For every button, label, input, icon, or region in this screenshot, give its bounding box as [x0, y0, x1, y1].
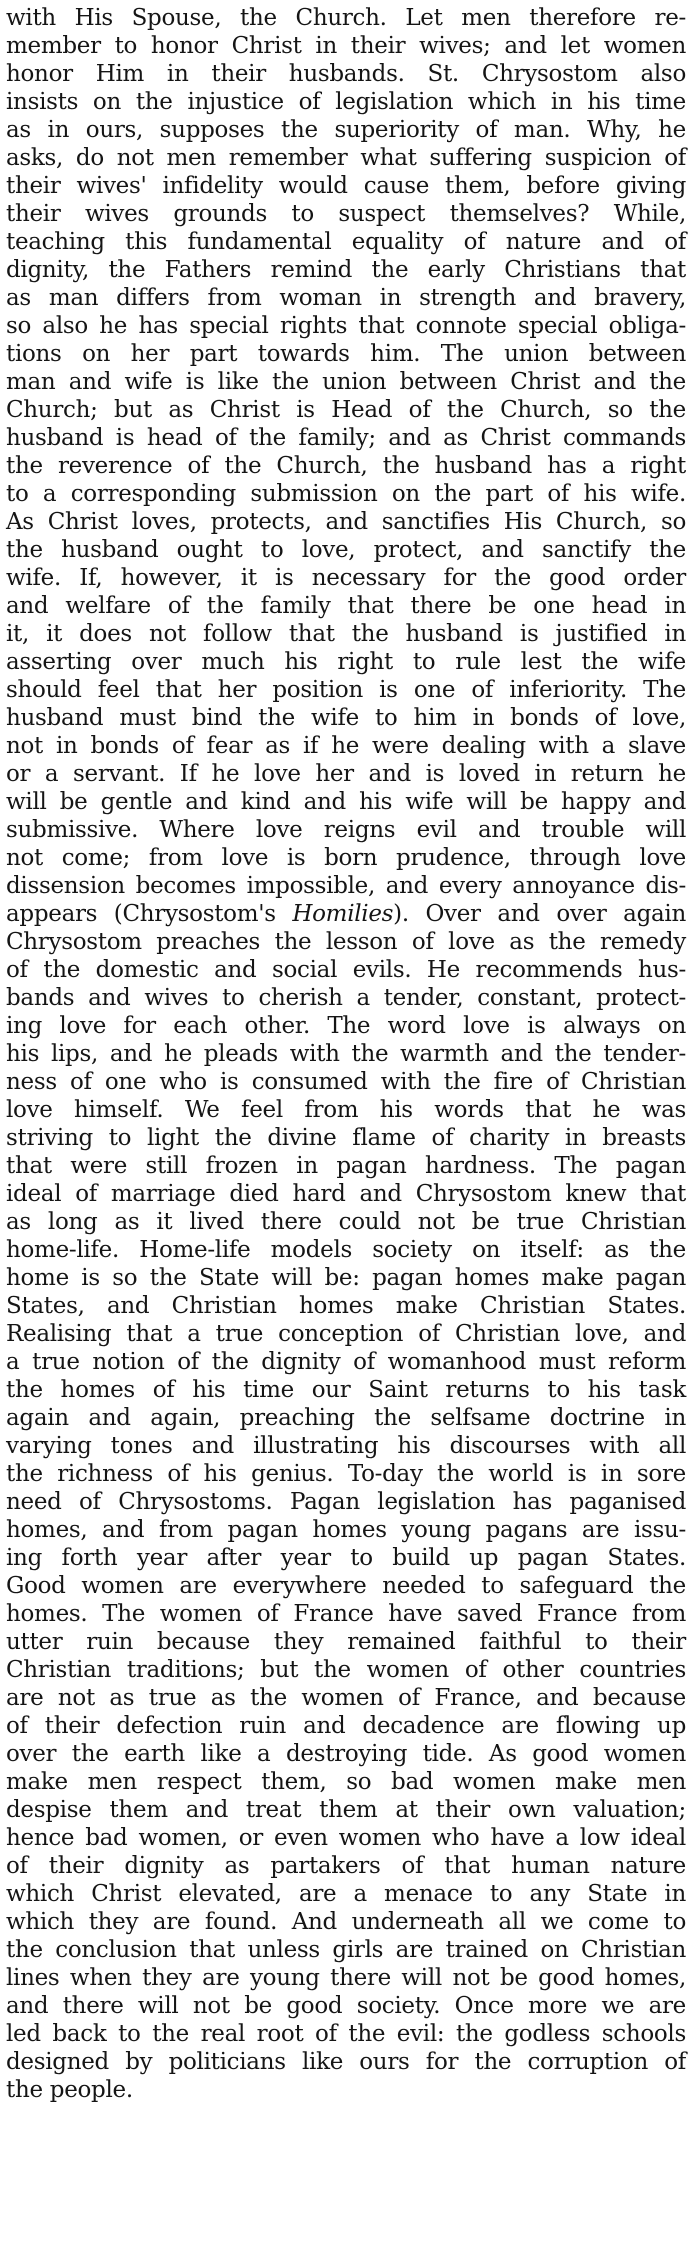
- text-line: that were still frozen in pagan hardness. The pagan: [6, 1153, 686, 1179]
- text-line: dignity, the Fathers remind the early Christians that: [6, 257, 686, 283]
- text-line: and there will not be good society. Once more we are: [6, 1993, 686, 2019]
- text-line: it, it does not follow that the husband is justified in: [6, 621, 686, 647]
- text-line: honor Him in their husbands. St. Chrysostom also: [6, 61, 686, 87]
- text-line: or a servant. If he love her and is loved in return he: [6, 761, 686, 787]
- text-line: asserting over much his right to rule lest the wife: [6, 649, 686, 675]
- text-line: ing forth year after year to build up pagan States.: [6, 1545, 686, 1571]
- text-line: despise them and treat them at their own valuation;: [6, 1797, 686, 1823]
- text-line: the richness of his genius. To-day the world is in sore: [6, 1461, 686, 1487]
- text-line: are not as true as the women of France, and because: [6, 1685, 686, 1711]
- text-line: homes, and from pagan homes young pagans are issu-: [6, 1517, 686, 1543]
- text-line: Chrysostom preaches the lesson of love as the remedy: [6, 929, 686, 955]
- text-line: love himself. We feel from his words that he was: [6, 1097, 686, 1123]
- text-line: their wives' infidelity would cause them, before giving: [6, 173, 686, 199]
- text-line: as long as it lived there could not be true Christian: [6, 1209, 686, 1235]
- text-line: the reverence of the Church, the husband has a right: [6, 453, 686, 479]
- text-line: striving to light the divine flame of charity in breasts: [6, 1125, 686, 1151]
- text-line-homilies: [6, 900, 686, 928]
- text-line: the conclusion that unless girls are trained on Christian: [6, 1937, 686, 1963]
- text-line: over the earth like a destroying tide. As good women: [6, 1741, 686, 1767]
- text-line: ness of one who is consumed with the fire of Christian: [6, 1069, 686, 1095]
- text-line: dissension becomes impossible, and every annoyance dis-: [6, 873, 686, 899]
- text-line: bands and wives to cherish a tender, constant, protect-: [6, 985, 686, 1011]
- text-line: need of Chrysostoms. Pagan legislation has paganised: [6, 1489, 686, 1515]
- text-line: and welfare of the family that there be one head in: [6, 593, 686, 619]
- text-line: husband must bind the wife to him in bonds of love,: [6, 705, 686, 731]
- text-line: wife. If, however, it is necessary for the good order: [6, 565, 686, 591]
- text-line: lines when they are young there will not be good homes,: [6, 1965, 686, 1991]
- text-line: insists on the injustice of legislation which in his time: [6, 89, 686, 115]
- text-line: teaching this fundamental equality of nature and of: [6, 229, 686, 255]
- text-line: their wives grounds to suspect themselves? While,: [6, 201, 686, 227]
- text-line: husband is head of the family; and as Christ commands: [6, 425, 686, 451]
- text-line: as man differs from woman in strength and bravery,: [6, 285, 686, 311]
- text-line: which they are found. And underneath all we come to: [6, 1909, 686, 1935]
- text-line: Realising that a true conception of Christian love, and: [6, 1321, 686, 1347]
- text-line: should feel that her position is one of inferiority. The: [6, 677, 686, 703]
- text-line: utter ruin because they remained faithful to their: [6, 1629, 686, 1655]
- text-line: home is so the State will be: pagan homes make pagan: [6, 1265, 686, 1291]
- text-line: with His Spouse, the Church. Let men therefore re-: [6, 5, 686, 31]
- text-line-final: the people.: [6, 2077, 133, 2103]
- text-line: not come; from love is born prudence, through love: [6, 845, 686, 871]
- text-line: of their dignity as partakers of that human nature: [6, 1853, 686, 1879]
- text-line: of their defection ruin and decadence are flowing up: [6, 1713, 686, 1739]
- text-line: which Christ elevated, are a menace to any State in: [6, 1881, 686, 1907]
- text-line: a true notion of the dignity of womanhood must reform: [6, 1349, 686, 1375]
- homilies-before: appears (Chrysostom's: [6, 901, 293, 927]
- text-line: ideal of marriage died hard and Chrysostom knew that: [6, 1181, 686, 1207]
- text-line: Church; but as Christ is Head of the Church, so the: [6, 397, 686, 423]
- text-line: designed by politicians like ours for the corruption of: [6, 2049, 686, 2075]
- text-line: tions on her part towards him. The union between: [6, 341, 686, 367]
- text-line: asks, do not men remember what suffering suspicion of: [6, 145, 686, 171]
- text-line: make men respect them, so bad women make men: [6, 1769, 686, 1795]
- text-line: man and wife is like the union between Christ and the: [6, 369, 686, 395]
- text-line: to a corresponding submission on the part of his wife.: [6, 481, 686, 507]
- text-line: of the domestic and social evils. He recommends hus-: [6, 957, 686, 983]
- text-line: again and again, preaching the selfsame doctrine in: [6, 1405, 686, 1431]
- text-line: his lips, and he pleads with the warmth and the tender-: [6, 1041, 686, 1067]
- text-line: led back to the real root of the evil: the godless schools: [6, 2021, 686, 2047]
- text-line: so also he has special rights that connote special obliga-: [6, 313, 686, 339]
- text-line: varying tones and illustrating his discourses with all: [6, 1433, 686, 1459]
- text-line: As Christ loves, protects, and sanctifies His Church, so: [6, 509, 686, 535]
- text-line: will be gentle and kind and his wife will be happy and: [6, 789, 686, 815]
- text-line: homes. The women of France have saved France from: [6, 1601, 686, 1627]
- text-line: ing love for each other. The word love is always on: [6, 1013, 686, 1039]
- text-line: the homes of his time our Saint returns to his task: [6, 1377, 686, 1403]
- text-line: Christian traditions; but the women of other countries: [6, 1657, 686, 1683]
- document-page: [6, 4, 686, 2104]
- text-line: the husband ought to love, protect, and sanctify the: [6, 537, 686, 563]
- text-line: hence bad women, or even women who have a low ideal: [6, 1825, 686, 1851]
- text-line: Good women are everywhere needed to safeguard the: [6, 1573, 686, 1599]
- text-line: not in bonds of fear as if he were dealing with a slave: [6, 733, 686, 759]
- homilies-title: Homilies: [292, 901, 394, 927]
- text-line: home-life. Home-life models society on itself: as the: [6, 1237, 686, 1263]
- homilies-after: ). Over and over again: [393, 901, 686, 927]
- text-line: member to honor Christ in their wives; and let women: [6, 33, 686, 59]
- text-line: submissive. Where love reigns evil and trouble will: [6, 817, 686, 843]
- text-line: States, and Christian homes make Christian States.: [6, 1293, 686, 1319]
- text-line: as in ours, supposes the superiority of man. Why, he: [6, 117, 686, 143]
